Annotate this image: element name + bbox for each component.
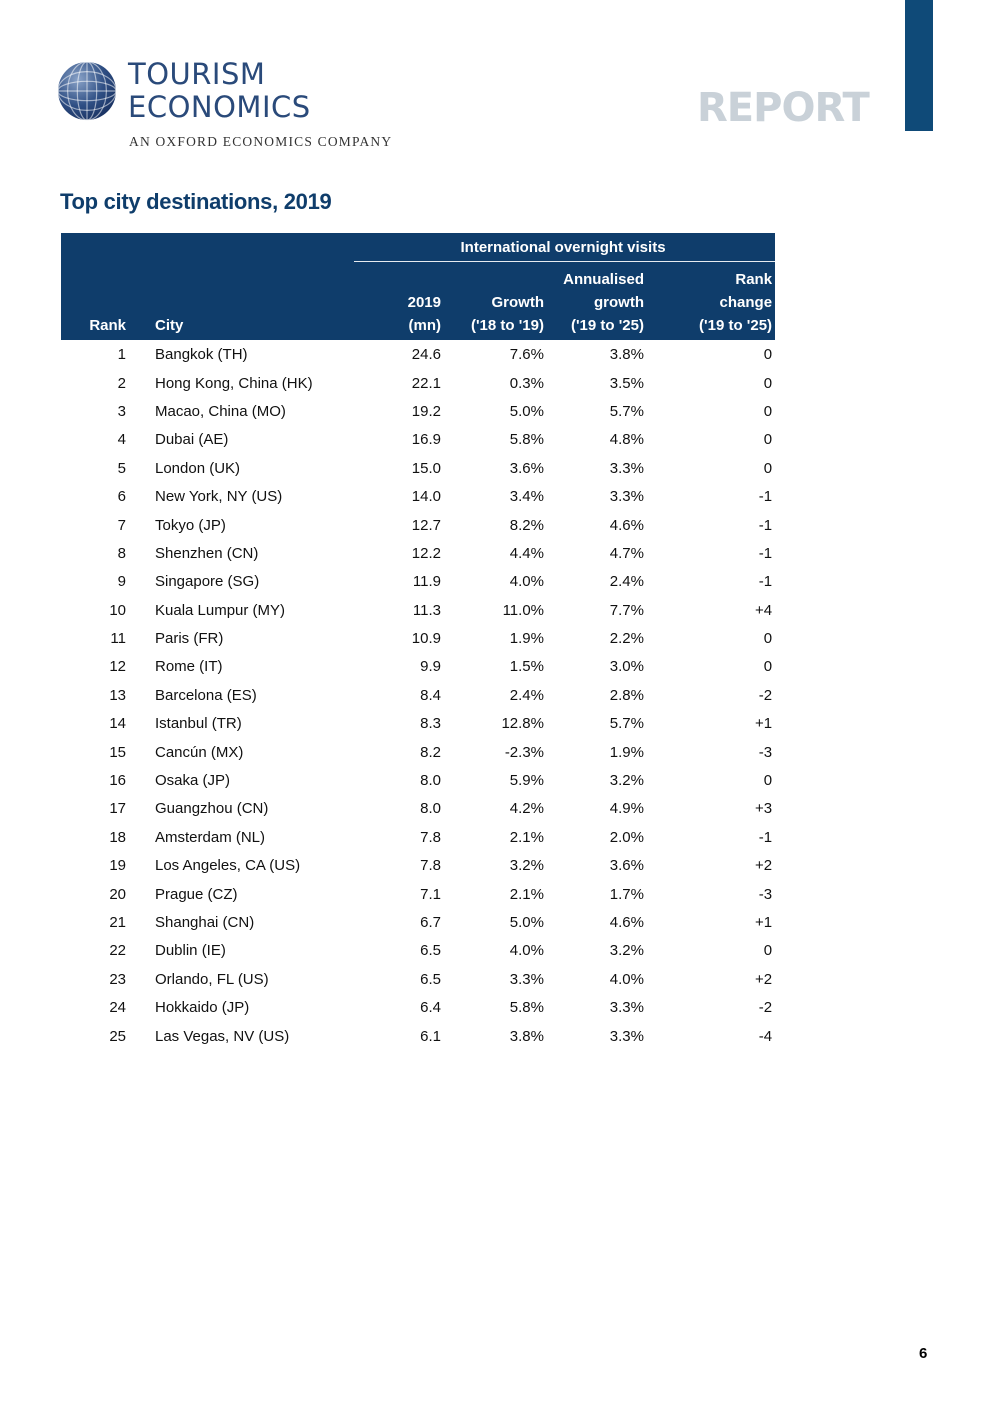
cell-growth: -2.3% [504, 743, 544, 761]
table-row [61, 597, 775, 625]
cell-visits-2019: 7.8 [420, 828, 441, 846]
cell-growth: 2.4% [509, 686, 544, 704]
cell-rank: 5 [117, 459, 126, 477]
cell-annualised-growth: 3.3% [609, 1027, 644, 1045]
table-row [61, 824, 775, 852]
cell-city: Cancún (MX) [155, 743, 244, 761]
cell-rank-change: 0 [763, 772, 773, 790]
col-header-annualised-line2: growth [594, 294, 644, 311]
cell-growth: 5.8% [509, 999, 544, 1017]
cell-city: Macao, China (MO) [155, 402, 286, 420]
cell-city: Bangkok (TH) [155, 346, 248, 364]
cell-growth: 2.1% [509, 885, 544, 903]
table-row [61, 1022, 775, 1050]
cell-rank-change: +1 [754, 715, 773, 733]
cell-visits-2019: 8.4 [420, 686, 441, 704]
table-row [61, 880, 775, 908]
table-row [61, 426, 775, 454]
cell-city: Rome (IT) [155, 658, 223, 676]
cell-visits-2019: 22.1 [411, 374, 441, 392]
cell-annualised-growth: 3.8% [609, 346, 644, 364]
cell-rank-change: 0 [763, 942, 773, 960]
cell-city: New York, NY (US) [155, 488, 283, 506]
col-header-rank-change-line2: change [719, 294, 773, 311]
table-row [61, 767, 775, 795]
cell-rank: 16 [109, 772, 126, 790]
cell-rank: 3 [117, 402, 126, 420]
cell-city: Los Angeles, CA (US) [155, 857, 301, 875]
table-row [61, 994, 775, 1022]
cell-city: Amsterdam (NL) [155, 828, 266, 846]
cell-annualised-growth: 2.4% [609, 573, 644, 591]
cell-annualised-growth: 7.7% [609, 601, 644, 619]
cell-rank: 17 [109, 800, 126, 818]
cell-annualised-growth: 1.9% [609, 743, 644, 761]
destinations-table [61, 233, 775, 1051]
cell-rank-change: 0 [763, 630, 773, 648]
cell-visits-2019: 8.3 [420, 715, 441, 733]
cell-growth: 5.0% [509, 402, 544, 420]
cell-visits-2019: 19.2 [411, 402, 441, 420]
cell-annualised-growth: 5.7% [609, 715, 644, 733]
cell-city: Hong Kong, China (HK) [155, 374, 313, 392]
cell-rank-change: -1 [758, 828, 773, 846]
table-row [61, 653, 775, 681]
col-header-city: City [129, 262, 354, 341]
cell-growth: 2.1% [509, 828, 544, 846]
col-header-annualised-growth [547, 262, 647, 341]
report-label: REPORT [697, 85, 869, 131]
col-header-rank-change-line1: Rank [735, 271, 773, 288]
cell-rank: 11 [110, 630, 126, 648]
col-header-growth-line2: ('18 to '19) [471, 317, 544, 334]
cell-growth: 5.9% [509, 772, 544, 790]
table-row [61, 340, 775, 369]
table-group-header-row [61, 233, 775, 262]
table-row [61, 369, 775, 397]
cell-rank: 1 [117, 346, 126, 364]
cell-growth: 4.0% [509, 942, 544, 960]
cell-annualised-growth: 3.0% [609, 658, 644, 676]
cell-visits-2019: 11.9 [412, 573, 441, 591]
cell-annualised-growth: 3.6% [609, 857, 644, 875]
col-header-visits [354, 262, 444, 341]
table-row [61, 966, 775, 994]
cell-city: Shanghai (CN) [155, 914, 255, 931]
cell-visits-2019: 24.6 [411, 346, 441, 364]
table-row [61, 540, 775, 568]
cell-annualised-growth: 4.6% [609, 516, 644, 534]
col-header-growth-line1: Growth [491, 294, 544, 311]
cell-growth: 11.0% [502, 601, 544, 619]
table-row [61, 398, 775, 426]
cell-growth: 12.8% [501, 715, 544, 733]
cell-growth: 3.3% [509, 970, 544, 988]
cell-city: Osaka (JP) [155, 772, 231, 790]
cell-annualised-growth: 2.2% [609, 630, 644, 648]
cell-rank: 12 [109, 658, 126, 676]
cell-city: Orlando, FL (US) [155, 970, 269, 988]
logo-text-tourism: TOURISM [128, 57, 266, 91]
table-row [61, 483, 775, 511]
cell-visits-2019: 6.5 [420, 970, 441, 988]
table-body [61, 340, 775, 1051]
table-row [61, 710, 775, 738]
page-title: Top city destinations, 2019 [60, 189, 332, 214]
cell-growth: 8.2% [509, 516, 544, 534]
cell-annualised-growth: 4.8% [609, 431, 644, 449]
cell-visits-2019: 12.2 [411, 544, 441, 562]
cell-rank-change: 0 [763, 346, 773, 364]
cell-rank-change: +4 [754, 601, 773, 619]
cell-annualised-growth: 4.0% [609, 970, 644, 988]
cell-visits-2019: 9.9 [420, 658, 441, 676]
cell-annualised-growth: 3.3% [609, 999, 644, 1017]
cell-visits-2019: 6.1 [420, 1027, 441, 1045]
cell-growth: 3.8% [509, 1027, 544, 1045]
cell-growth: 4.2% [509, 800, 544, 818]
cell-city: Hokkaido (JP) [155, 999, 250, 1017]
cell-annualised-growth: 1.7% [609, 885, 644, 903]
logo-text-economics: ECONOMICS [128, 90, 311, 124]
cell-growth: 1.9% [509, 630, 544, 648]
tourism-economics-logo [46, 48, 406, 160]
logo-tagline: AN OXFORD ECONOMICS COMPANY [129, 134, 393, 149]
table-row [61, 909, 775, 937]
cell-rank: 22 [109, 942, 126, 960]
cell-growth: 3.4% [509, 488, 544, 506]
cell-city: Tokyo (JP) [155, 516, 226, 534]
cell-visits-2019: 15.0 [411, 459, 441, 477]
col-header-annualised-line3: ('19 to '25) [571, 317, 644, 334]
cell-rank-change: -3 [758, 885, 773, 903]
cell-city: Kuala Lumpur (MY) [155, 601, 286, 619]
cell-growth: 4.4% [509, 544, 544, 562]
cell-rank: 21 [109, 914, 126, 931]
cell-city: Singapore (SG) [155, 573, 260, 591]
cell-rank-change: -1 [758, 516, 773, 534]
table-row [61, 568, 775, 596]
col-header-annualised-line1: Annualised [563, 271, 644, 288]
top-accent-bar [905, 0, 933, 131]
cell-annualised-growth: 4.7% [609, 544, 644, 562]
cell-growth: 7.6% [509, 346, 544, 364]
cell-city: Las Vegas, NV (US) [155, 1027, 290, 1045]
cell-growth: 1.5% [509, 658, 544, 676]
globe-icon [56, 60, 118, 122]
destinations-table-container [61, 233, 775, 1051]
cell-rank: 18 [109, 828, 126, 846]
cell-visits-2019: 6.7 [420, 914, 441, 931]
cell-rank: 24 [109, 999, 126, 1017]
cell-city: Istanbul (TR) [155, 715, 242, 733]
cell-visits-2019: 12.7 [411, 516, 441, 534]
cell-rank-change: +3 [754, 800, 773, 818]
cell-city: Dublin (IE) [155, 942, 226, 960]
col-header-rank-change [647, 262, 775, 341]
cell-city: Paris (FR) [155, 630, 224, 648]
cell-rank-change: -1 [758, 544, 773, 562]
cell-growth: 3.2% [509, 857, 544, 875]
col-header-rank-change-line3: ('19 to '25) [699, 317, 773, 334]
cell-annualised-growth: 3.2% [609, 772, 644, 790]
table-row [61, 682, 775, 710]
cell-annualised-growth: 5.7% [609, 402, 644, 420]
cell-rank: 15 [109, 743, 126, 761]
cell-annualised-growth: 4.6% [609, 914, 644, 931]
cell-visits-2019: 14.0 [411, 488, 441, 506]
cell-growth: 4.0% [509, 573, 544, 591]
cell-rank: 19 [109, 857, 126, 875]
cell-city: Barcelona (ES) [155, 686, 257, 704]
cell-rank: 14 [109, 715, 126, 733]
cell-visits-2019: 6.4 [420, 999, 441, 1017]
cell-visits-2019: 8.0 [420, 772, 441, 790]
cell-rank: 20 [109, 885, 126, 903]
cell-rank: 13 [109, 686, 126, 704]
cell-rank-change: 0 [763, 431, 773, 449]
cell-visits-2019: 16.9 [411, 431, 441, 449]
cell-visits-2019: 8.0 [420, 800, 441, 818]
cell-rank-change: 0 [763, 374, 773, 392]
cell-rank: 10 [109, 601, 126, 619]
cell-annualised-growth: 3.2% [609, 942, 644, 960]
cell-city: London (UK) [155, 459, 241, 477]
table-header-row [61, 262, 775, 341]
cell-growth: 5.8% [509, 431, 544, 449]
cell-annualised-growth: 4.9% [609, 800, 644, 818]
cell-rank: 2 [117, 374, 126, 392]
cell-rank-change: -1 [758, 573, 773, 591]
cell-annualised-growth: 3.5% [609, 374, 644, 392]
col-header-visits-line1: 2019 [407, 294, 441, 311]
cell-annualised-growth: 3.3% [609, 459, 644, 477]
cell-annualised-growth: 2.8% [609, 686, 644, 704]
cell-rank-change: +2 [754, 970, 773, 988]
table-row [61, 738, 775, 766]
cell-rank-change: 0 [763, 402, 773, 420]
cell-rank-change: 0 [763, 658, 773, 676]
cell-visits-2019: 8.2 [420, 743, 441, 761]
cell-city: Prague (CZ) [155, 885, 238, 903]
cell-annualised-growth: 3.3% [609, 488, 644, 506]
cell-visits-2019: 7.1 [420, 885, 441, 903]
cell-rank: 9 [117, 573, 126, 591]
col-header-visits-line2: (mn) [408, 317, 441, 334]
cell-rank-change: -3 [758, 743, 773, 761]
cell-city: Dubai (AE) [155, 431, 229, 449]
table-row [61, 937, 775, 965]
col-header-rank: Rank [61, 262, 129, 341]
cell-rank: 25 [109, 1027, 126, 1045]
cell-rank-change: -4 [758, 1027, 773, 1045]
cell-visits-2019: 7.8 [420, 857, 441, 875]
cell-growth: 5.0% [509, 914, 544, 931]
table-row [61, 795, 775, 823]
cell-visits-2019: 6.5 [420, 942, 441, 960]
cell-rank: 4 [117, 431, 126, 449]
cell-rank: 6 [117, 488, 126, 506]
cell-city: Shenzhen (CN) [155, 544, 259, 562]
cell-rank-change: +2 [754, 857, 773, 875]
cell-rank: 8 [117, 544, 126, 562]
cell-rank: 7 [117, 516, 126, 534]
cell-growth: 0.3% [509, 374, 544, 392]
page-number: 6 [919, 1345, 928, 1362]
cell-rank-change: -2 [758, 686, 773, 704]
table-row [61, 625, 775, 653]
cell-rank-change: +1 [754, 914, 773, 931]
col-header-growth [444, 262, 547, 341]
cell-rank-change: -1 [758, 488, 773, 506]
cell-growth: 3.6% [509, 459, 544, 477]
cell-rank-change: 0 [763, 459, 773, 477]
cell-visits-2019: 11.3 [412, 601, 441, 619]
cell-annualised-growth: 2.0% [609, 828, 644, 846]
cell-visits-2019: 10.9 [411, 630, 441, 648]
cell-city: Guangzhou (CN) [155, 800, 269, 818]
table-row [61, 852, 775, 880]
group-header-international-visits: International overnight visits [354, 233, 775, 262]
table-row [61, 511, 775, 539]
cell-rank: 23 [109, 970, 126, 988]
cell-rank-change: -2 [758, 999, 773, 1017]
table-row [61, 455, 775, 483]
